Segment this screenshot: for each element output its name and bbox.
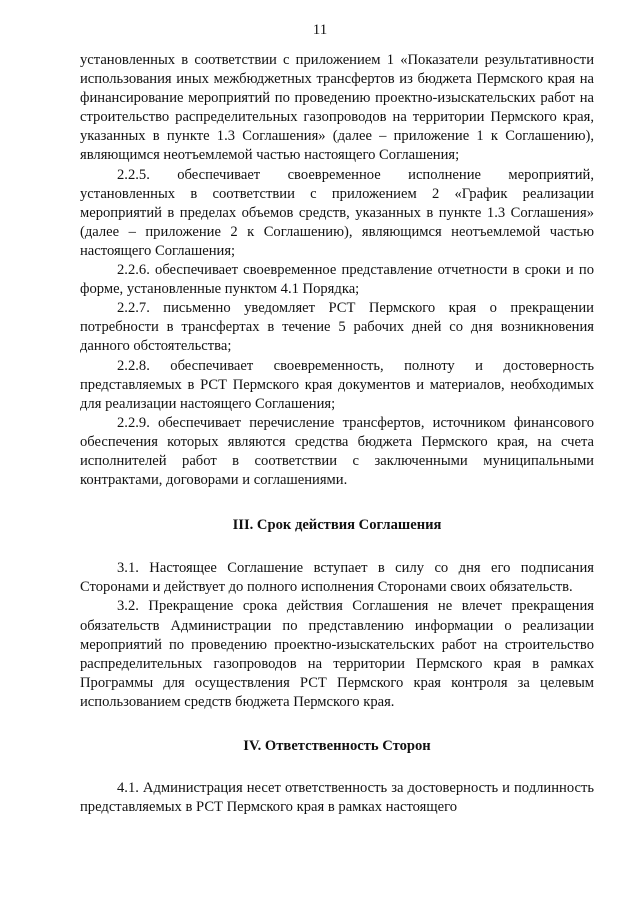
paragraph-2-2-7: 2.2.7. письменно уведомляет РСТ Пермского края о прекращении потребности в трансфертах в течение 5 рабочих дней со дня возникновения данного обстоятельства; [80,300,594,355]
paragraph-intro-continuation: установленных в соответствии с приложением 1 «Показатели результативности использования иных межбюджетных трансфертов из бюджета Пермского края на финансирование мероприятий по проведению проектно-изыскательских работ на строительство распределительных газопроводов на территории Пермского края, указанных в пункте 1.3 Соглашения» (далее – приложение 1 к Соглашению), являющимся неотъемлемой частью настоящего Соглашения; [80,52,594,164]
section-heading-3: III. Срок действия Соглашения [232,517,442,534]
paragraph-3-2: 3.2. Прекращение срока действия Соглашения не влечет прекращения обязательств Администрации по представлению информации о реализации мероприятий по проведению проектно-изыскательских работ на строительство распределительных газопроводов на территории Пермского края в рамках Программы для осуществления РСТ Пермского края контроля за целевым использованием средств бюджета Пермского края. [80,598,594,710]
document-body [80,51,594,817]
paragraph-2-2-8: 2.2.8. обеспечивает своевременность, полноту и достоверность представляемых в РСТ Пермского края документов и материалов, необходимых для реализации настоящего Соглашения; [80,357,594,412]
paragraph-2-2-6: 2.2.6. обеспечивает своевременное представление отчетности в сроки и по форме, установленные пунктом 4.1 Порядка; [80,262,594,298]
paragraph-3-1: 3.1. Настоящее Соглашение вступает в силу со дня его подписания Сторонами и действует до полного исполнения Сторонами своих обязательств. [80,560,594,596]
paragraph-2-2-9: 2.2.9. обеспечивает перечисление трансфертов, источником финансового обеспечения которых являются средства бюджета Пермского края, на счета исполнителей работ в соответствии с заключенными муниципальными контрактами, договорами и соглашениями. [80,414,594,489]
paragraph-4-1: 4.1. Администрация несет ответственность за достоверность и подлинность представляемых в РСТ Пермского края в рамках настоящего [80,780,594,816]
page-number: 11 [312,22,328,38]
paragraph-2-2-5: 2.2.5. обеспечивает своевременное исполнение мероприятий, установленных в соответствии с приложением 2 «График реализации мероприятий в пределах объемов средств, указанных в пункте 1.3 Соглашения» (далее – приложение 2 к Соглашению), являющимся неотъемлемой частью настоящего Соглашения; [80,166,594,259]
section-heading-4: IV. Ответственность Сторон [243,738,431,754]
